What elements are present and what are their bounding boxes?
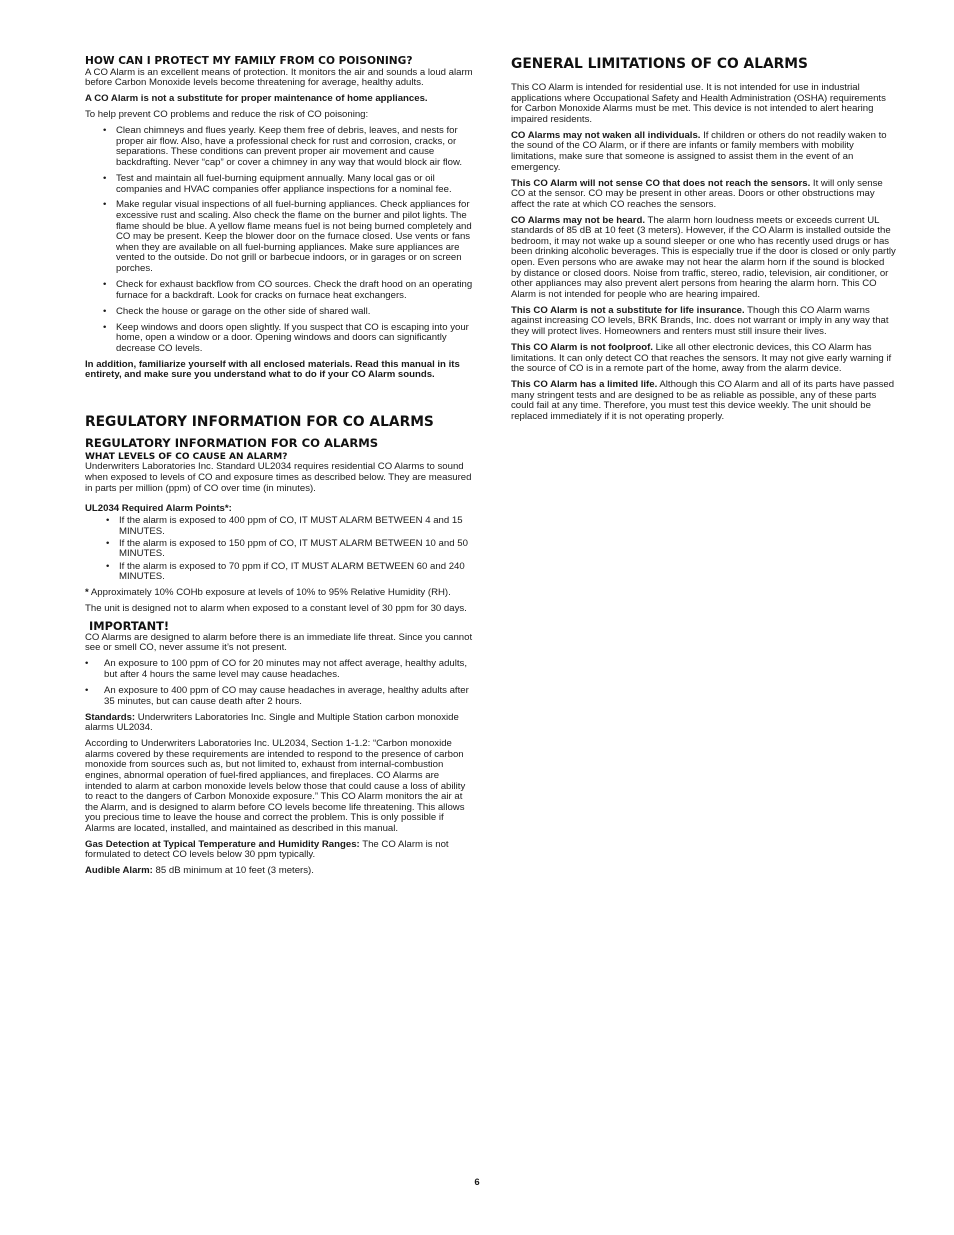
limitation-text: It will only sense CO at the sensor. CO may be present in other areas. Doors or other obstructions may affect the rate at which CO reaches the sensors. [511, 177, 883, 210]
regulatory-subheading: REGULATORY INFORMATION FOR CO ALARMS [85, 436, 379, 451]
right-column [511, 56, 896, 428]
important-heading: IMPORTANT! [89, 618, 170, 633]
limitation-lead: This CO Alarm has a limited life. [511, 379, 658, 391]
limitation-lead: This CO Alarm is not foolproof. [511, 342, 653, 354]
protect-closing [85, 360, 474, 381]
limitation-text: The alarm horn loudness meets or exceeds current UL standards of 85 dB at 10 feet (3 meters). However, if the CO Alarm is installed outside the bedroom, it may not wake up a sound sleeper or one who has recently used drugs or has been drinking alcoholic beverages. This is especially true if the door is closed or only partly open. Even persons who are awake may not hear the alarm horn if the sound is blocked by distance or closed doors. Noise from traffic, stereo, radio, television, air conditioner, or other appliances may also prevent alert persons from hearing the alarm horn. This CO Alarm is not intended for people who are hearing impaired. [511, 214, 896, 300]
gas-detection-paragraph [85, 840, 474, 861]
important-list [85, 659, 474, 707]
limitations-heading: GENERAL LIMITATIONS OF CO ALARMS [511, 56, 808, 72]
limitation-paragraph [511, 380, 896, 422]
limitation-paragraph [511, 131, 896, 173]
footnote-text: Approximately 10% COHb exposure at levels of 10% to 95% Relative Humidity (RH). [88, 586, 451, 598]
points-heading [85, 504, 474, 515]
list-item: • If the alarm is exposed to 150 ppm of CO, IT MUST ALARM BETWEEN 10 and 50 MINUTES. [119, 539, 474, 560]
important-intro: CO Alarms are designed to alarm before there is an immediate life threat. Since you cannot see or smell CO, never assume it’s not present. [85, 631, 473, 654]
list-item: • An exposure to 100 ppm of CO for 20 minutes may not affect average, healthy adults, but after 4 hours the same level may cause headaches. [104, 659, 474, 680]
list-item: • An exposure to 400 ppm of CO may cause headaches in average, healthy adults after 35 minutes, but can cause death after 2 hours. [104, 686, 474, 707]
list-item: • Test and maintain all fuel-burning equipment annually. Many local gas or oil companies and HVAC companies offer appliance inspections for a nominal fee. [116, 174, 474, 195]
levels-heading: WHAT LEVELS OF CO CAUSE AN ALARM? [85, 452, 288, 463]
constant-level-note: The unit is designed not to alarm when exposed to a constant level of 30 ppm for 30 days. [85, 602, 467, 614]
standards-label: Standards: [85, 711, 136, 723]
list-item: • If the alarm is exposed to 400 ppm of CO, IT MUST ALARM BETWEEN 4 and 15 MINUTES. [119, 516, 474, 537]
protect-intro: A CO Alarm is an excellent means of protection. It monitors the air and sounds a loud alarm before Carbon Monoxide levels become threatening for average, healthy adults. [85, 66, 473, 89]
limitation-text: Though this CO Alarm warns against increasing CO levels, BRK Brands, Inc. does not warrant or imply in any way that they will protect lives. Homeowners and renters must still insure their lives. [511, 304, 889, 338]
limitation-lead: This CO Alarm will not sense CO that does not reach the sensors. [511, 177, 811, 189]
audible-alarm-label: Audible Alarm: [85, 865, 153, 877]
limitation-lead: CO Alarms may not be heard. [511, 214, 645, 226]
limitations-intro: This CO Alarm is intended for residential use. It is not intended for use in industrial applications where Occupational Safety and Health Administration (OSHA) requirements for Carbon Monoxide Alarms must be met. This device is not intended to alert hearing impaired residents. [511, 82, 886, 125]
audible-alarm-text: 85 dB minimum at 10 feet (3 meters). [152, 865, 314, 877]
limitation-lead: CO Alarms may not waken all individuals. [511, 129, 701, 141]
list-item: • Check the house or garage on the other side of shared wall. [116, 307, 474, 318]
limitation-text: Although this CO Alarm and all of its parts have passed many stringent tests and are designed to be as reliable as possible, any of these parts could fail at any time. Therefore, you must test this device weekly. The unit should be replaced immediately if it is not operating properly. [511, 379, 895, 422]
left-column [85, 56, 474, 882]
list-item: • If the alarm is exposed to 70 ppm if CO, IT MUST ALARM BETWEEN 60 and 240 MINUTES. [119, 562, 474, 583]
standards-paragraph [85, 713, 474, 734]
according-paragraph: According to Underwriters Laboratories Inc. UL2034, Section 1-1.2: “Carbon monoxide alarms covered by these requirements are intended to respond to the presence of carbon monoxide from sources such as, but not limited to, exhaust from internal-combustion engines, abnormal operation of fuel-fired appliances, and fireplaces. CO Alarms are intended to alarm at carbon monoxide levels below those that could cause a loss of ability to react to the dangers of Carbon Monoxide exposure.” This CO Alarm monitors the air at the Alarm, and is designed to alarm before CO levels become life threatening. This allows you precious time to leave the house and correct the problem. This is only possible if Alarms are located, installed, and maintained as described in this manual. [85, 738, 466, 834]
list-item: • Make regular visual inspections of all fuel-burning appliances. Check appliances for excessive rust and scaling. Also check the flame on the burner and pilot lights. The flame should be blue. A yellow flame means fuel is not being burned completely and CO may be present. Keep the blower door on the furnace closed. Use vents or fans when they are available on all fuel-burning appliances. Make sure appliances are vented to the outside. Do not grill or barbecue indoors, or in garages or on screen porches. [116, 200, 474, 274]
limitation-paragraph [511, 306, 896, 338]
levels-intro: Underwriters Laboratories Inc. Standard UL2034 requires residential CO Alarms to sound when exposed to levels of CO and exposure times as described below. They are measured in parts per million (ppm) of CO over time (in minutes). [85, 461, 472, 494]
protect-list [85, 126, 474, 354]
page-number: 6 [474, 1177, 480, 1188]
points-list [85, 516, 474, 583]
limitation-paragraph [511, 343, 896, 375]
audible-alarm-paragraph [85, 866, 474, 877]
limitation-text: Like all other electronic devices, this CO Alarm has limitations. It can only detect CO that reaches the sensors. It may not give early warning if the source of CO is in a remote part of the home, away from the alarm device. [511, 342, 892, 375]
protect-notice-text: A CO Alarm is not a substitute for proper maintenance of home appliances. [85, 93, 428, 105]
list-item: • Clean chimneys and flues yearly. Keep them free of debris, leaves, and nests for proper air flow. Also, have a professional check for rust and corrosion, cracks, or separations. These conditions can prevent proper air movement and cause backdrafting. Never “cap” or cover a chimney in any way that would block air flow. [116, 126, 474, 168]
list-item: • Check for exhaust backflow from CO sources. Check the draft hood on an operating furnace for a backdraft. Look for cracks on furnace heat exchangers. [116, 280, 474, 301]
gas-detection-text: The CO Alarm is not formulated to detect CO levels below 30 ppm typically. [85, 838, 449, 861]
list-item: • Keep windows and doors open slightly. If you suspect that CO is escaping into your home, open a window or a door. Opening windows and doors can significantly decrease CO levels. [116, 323, 474, 355]
protect-closing-text: In addition, familiarize yourself with all enclosed materials. Read this manual in its entirety, and make sure you understand what to do if your CO Alarm sounds. [85, 358, 460, 381]
limitation-paragraph [511, 216, 896, 301]
points-footnote [85, 588, 474, 599]
gas-detection-label: Gas Detection at Typical Temperature and Humidity Ranges: [85, 838, 360, 850]
limitation-paragraph [511, 179, 896, 211]
regulatory-heading: REGULATORY INFORMATION FOR CO ALARMS [85, 414, 434, 431]
limitation-text: If children or others do not readily waken to the sound of the CO Alarm, or if there are infants or family members with mobility limitations, make sure that someone is assigned to assist them in the event of an emergency. [511, 129, 887, 173]
limitation-lead: This CO Alarm is not a substitute for life insurance. [511, 304, 745, 316]
protect-notice [85, 94, 474, 105]
standards-text: Underwriters Laboratories Inc. Single and Multiple Station carbon monoxide alarms UL2034. [85, 711, 459, 734]
points-heading-text: UL2034 Required Alarm Points*: [85, 502, 232, 514]
protect-lead: To help prevent CO problems and reduce the risk of CO poisoning: [85, 109, 369, 121]
footnote-mark: * [85, 586, 89, 598]
protect-heading: HOW CAN I PROTECT MY FAMILY FROM CO POISONING? [85, 55, 413, 67]
